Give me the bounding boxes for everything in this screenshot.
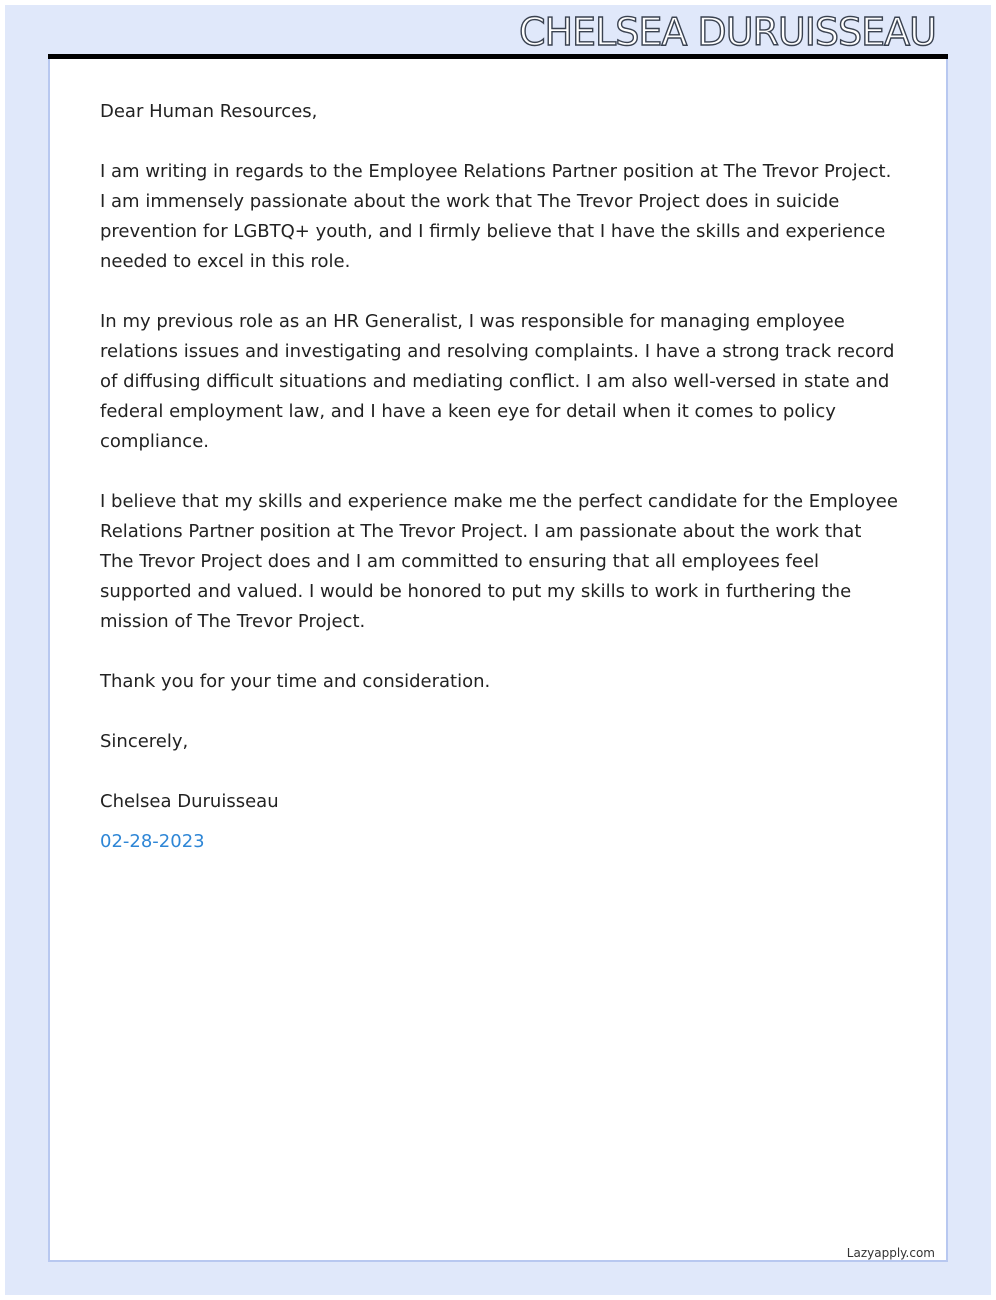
paragraph-experience: In my previous role as an HR Generalist, I was responsible for managing employee relations issues and investigating and resolving complaints. I have a strong track record of diffusing difficult situations and mediating conflict. I am also well-versed in state and federal employment law, and I have a keen eye for detail when it comes to policy compliance. [100, 311, 895, 452]
header-divider [48, 54, 948, 59]
cover-letter-body [100, 97, 900, 857]
paragraph-thanks: Thank you for your time and consideration. [100, 671, 491, 692]
paragraph-intro: I am writing in regards to the Employee Relations Partner position at The Trevor Project. I am immensely passionate about the work that The Trevor Project does in suicide prevention for LGBTQ+ youth, and I firmly believe that I have the skills and experience needed to excel in this role. [100, 161, 892, 272]
letter-date: 02-28-2023 [100, 831, 205, 852]
signature-name: Chelsea Duruisseau [100, 791, 279, 812]
salutation: Dear Human Resources, [100, 101, 318, 122]
closing: Sincerely, [100, 731, 189, 752]
watermark: Lazyapply.com [846, 1246, 935, 1260]
applicant-name-header: CHELSEA DURUISSEAU [518, 10, 936, 54]
paragraph-fit: I believe that my skills and experience make me the perfect candidate for the Employee Relations Partner position at The Trevor Project. I am passionate about the work that The Trevor Project does and I am committed to ensuring that all employees feel supported and valued. I would be honored to put my skills to work in furthering the mission of The Trevor Project. [100, 491, 898, 632]
